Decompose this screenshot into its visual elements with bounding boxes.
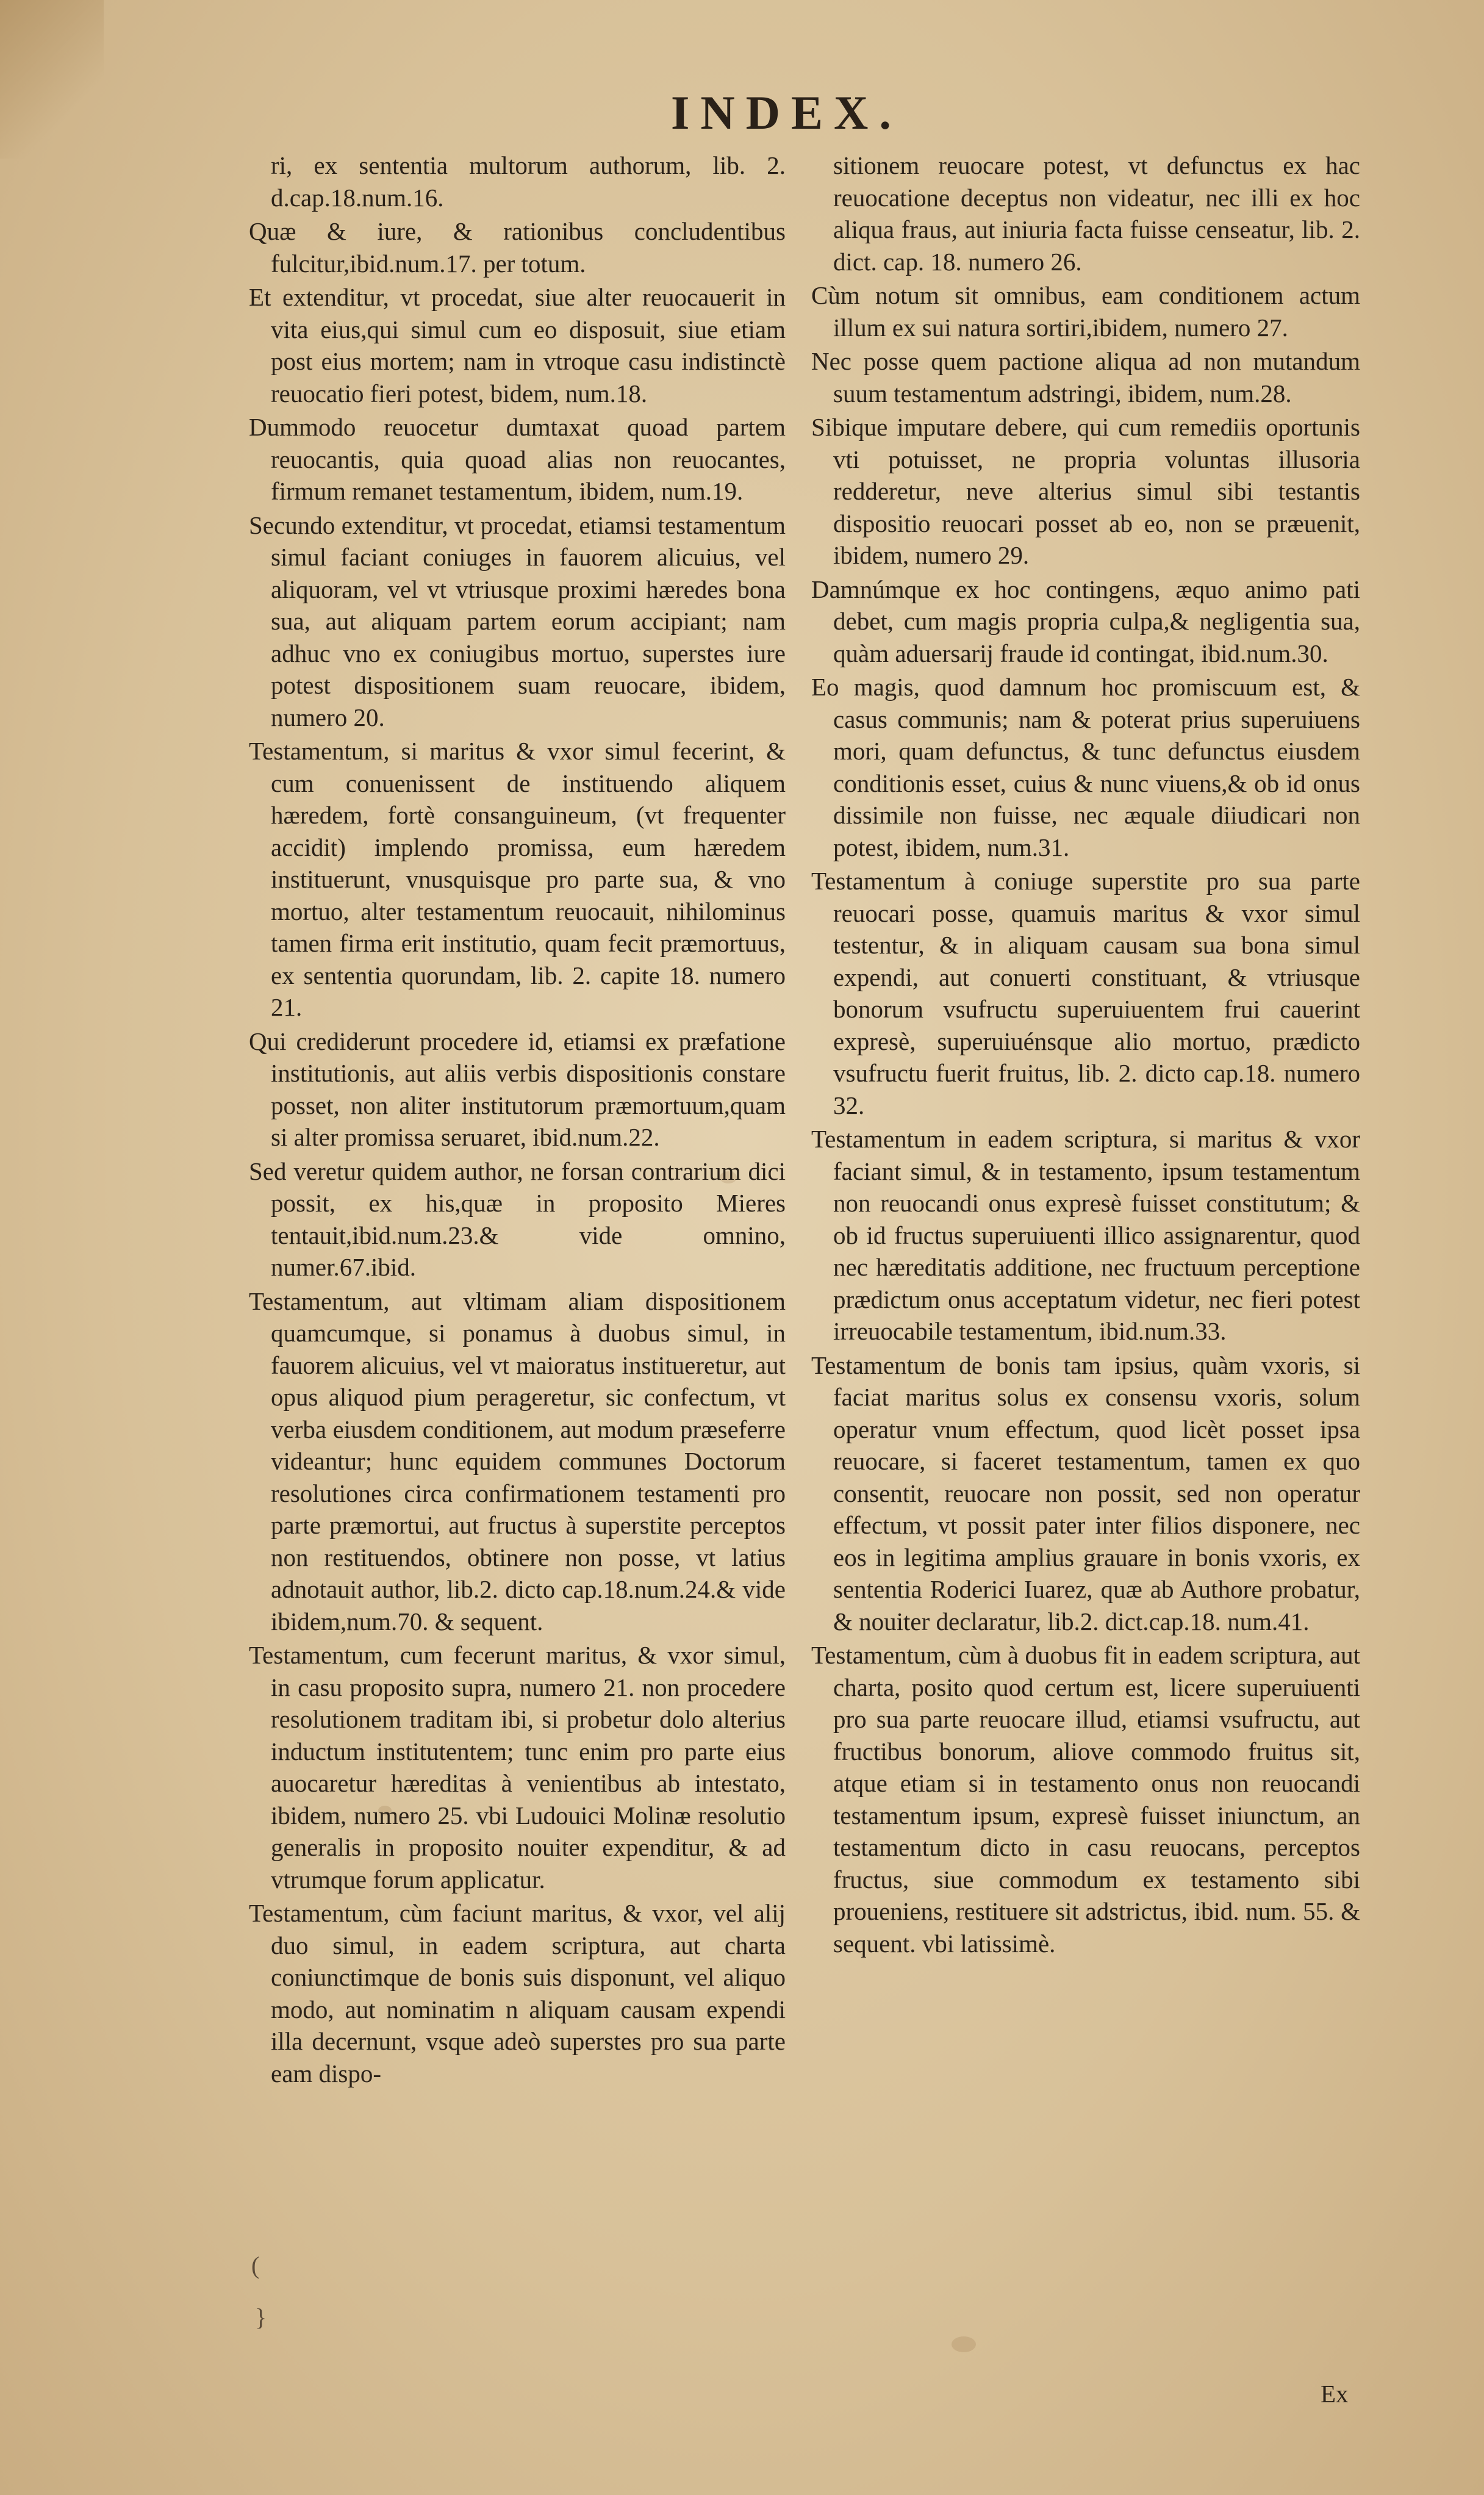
index-entry: Testamentum, aut vltimam aliam dispositionem quamcumque, si ponamus à duobus simul, in fauorem alicuius, vel vt maioratus institueretur, aut opus aliquod pium perageretur, sic confectum, vt verba eiusdem conditionem, aut modum præseferre videantur; hunc equidem communes Doctorum resolutiones circa confirmationem testamenti pro parte præmortui, aut fructus à superstite perceptos non restituendos, obtinere non posse, vt latius adnotauit author, lib.2. dicto cap.18.num.24.& vide ibidem,num.70. & sequent. xyxy=(249,1287,786,1635)
index-entry: Nec posse quem pactione aliqua ad non mutandum suum testamentum adstringi, ibidem, num.28. xyxy=(811,347,1360,407)
index-entry: Sed veretur quidem author, ne forsan contrarium dici possit, ex his,quæ in proposito Mieres tentauit,ibid.num.23.& vide omnino, numer.67.ibid. xyxy=(249,1157,786,1281)
index-entry: Testamentum in eadem scriptura, si maritus & vxor faciant simul, & in testamento, ipsum testamentum non reuocandi onus expresè fuisset constitutum; & ob id fructus superuiuenti illico assignarentur, quod nec hæreditatis additione, nec fructuum perceptione prædictum onus acceptatum videtur, nec fieri potest irreuocabile testamentum, ibid.num.33. xyxy=(811,1125,1360,1345)
margin-mark: ( xyxy=(251,2252,260,2279)
index-entry: Testamentum de bonis tam ipsius, quàm vxoris, si faciat maritus solus ex consensu vxoris, solum operatur vnum effectum, quod licèt posset ipsa reuocare, si faceret testamentum, tamen ex quo consentit, reuocare non possit, sed non operatur effectum, vt possit pater inter filios disponere, nec eos in legitima amplius grauare in bonis vxoris, ex sententia Roderici Iuarez, quæ ab Authore probatur, & nouiter declaratur, lib.2. dict.cap.18. num.41. xyxy=(811,1351,1360,1635)
page-tear-corner xyxy=(0,0,104,159)
index-entry: Quæ & iure, & rationibus concludentibus fulcitur,ibid.num.17. per totum. xyxy=(249,217,786,278)
index-entry: Secundo extenditur, vt procedat, etiamsi testamentum simul faciant coniuges in fauorem alicuius, vel aliquoram, vel vt vtriusque proximi hæredes bona sua, aut aliquam partem eorum accipiant; nam adhuc vno ex coniugibus mortuo, superstes iure potest dispositionem suam reuocare, ibidem, numero 20. xyxy=(249,511,786,731)
right-column xyxy=(811,149,1360,1961)
index-entry: ri, ex sententia multorum authorum, lib. 2. d.cap.18.num.16. xyxy=(271,151,786,212)
index-entry: Dummodo reuocetur dumtaxat quoad partem reuocantis, quia quoad alias non reuocantes, firmum remanet testamentum, ibidem, num.19. xyxy=(249,413,786,505)
catchword: Ex xyxy=(1321,2380,1349,2408)
index-entry: Cùm notum sit omnibus, eam conditionem actum illum ex sui natura sortiri,ibidem, numero 27. xyxy=(811,281,1360,342)
index-entry: Testamentum, cum fecerunt maritus, & vxor simul, in casu proposito supra, numero 21. non procedere resolutionem traditam ibi, si probetur dolo alterius inductum institutentem; tunc enim pro parte eius auocaretur hæreditas à venientibus ab intestato, ibidem, numero 25. vbi Ludouici Molinæ resolutio generalis in proposito nouiter expenditur, & ad vtrumque forum applicatur. xyxy=(249,1641,786,1894)
index-entry: sitionem reuocare potest, vt defunctus ex hac reuocatione deceptus non videatur, nec illi ex hoc aliqua fraus, aut iniuria facta fuisse censeatur, lib. 2. dict. cap. 18. numero 26. xyxy=(833,151,1360,276)
index-entry: Testamentum, si maritus & vxor simul fecerint, & cum conuenissent de instituendo aliquem hæredem, fortè consanguineum, (vt frequenter accidit) implendo promissa, eum hæredem instituerunt, vnusquisque pro parte sua, & vno mortuo, alter testamentum reuocauit, nihilominus tamen firma erit institutio, quam fecit præmortuus, ex sententia quorundam, lib. 2. capite 18. numero 21. xyxy=(249,737,786,1021)
index-entry: Qui crediderunt procedere id, etiamsi ex præfatione institutionis, aut aliis verbis dispositionis constare posset, non aliter institutorum præmortuum,quam si alter promissa seruaret, ibid.num.22. xyxy=(249,1027,786,1151)
index-entry: Et extenditur, vt procedat, siue alter reuocauerit in vita eius,qui simul cum eo disposuit, siue etiam post eius mortem; nam in vtroque casu indistinctè reuocatio fieri potest, bidem, num.18. xyxy=(249,283,786,407)
index-entry: Sibique imputare debere, qui cum remediis oportunis vti potuisset, ne propria voluntas illusoria redderetur, neve alterius simul sibi testantis dispositio reuocari posset ab eo, non se præuenit, ibidem, numero 29. xyxy=(811,413,1360,569)
index-entry: Testamentum à coniuge superstite pro sua parte reuocari posse, quamuis maritus & vxor simul testentur, & in aliquam causam sua bona simul expendi, aut conuerti constituant, & vtriusque bonorum vsufructu superuiuentem frui cauerint expresè, superuiuénsque alio mortuo, prædicto vsufructu fuerit fruitus, lib. 2. dicto cap.18. numero 32. xyxy=(811,867,1360,1119)
foxing-spot xyxy=(952,2336,976,2352)
page-header-title: INDEX. xyxy=(671,86,902,139)
index-entry: Testamentum, cùm faciunt maritus, & vxor, vel alij duo simul, in eadem scriptura, aut charta coniunctimque de bonis suis disponunt, vel aliquo modo, aut nominatim n aliquam causam expendi illa decernunt, vsque adeò superstes pro sua parte eam dispo- xyxy=(249,1899,786,2088)
left-column xyxy=(249,149,786,2091)
index-entry: Damnúmque ex hoc contingens, æquo animo pati debet, cum magis propria culpa,& negligentia sua, quàm aduersarij fraude id contingat, ibid.num.30. xyxy=(811,575,1360,667)
margin-mark: } xyxy=(255,2303,267,2331)
index-entry: Eo magis, quod damnum hoc promiscuum est, & casus communis; nam & poterat prius superuiuens mori, quam defunctus, & tunc defunctus eiusdem conditionis esset, cuius & nunc viuens,& ob id onus dissimile non fuisse, nec æquale diiudicari non potest, ibidem, num.31. xyxy=(811,673,1360,861)
index-entry: Testamentum, cùm à duobus fit in eadem scriptura, aut charta, posito quod certum est, licere superuiuenti pro sua parte reuocare illud, etiamsi vsufructu, aut fructibus bonorum, aliove commodo fruitus sit, atque etiam si in testamento onus non reuocandi testamentum ipsum, expresè fuisset iniunctum, an testamentum dicto in casu reuocans, perceptos fructus, siue commodum ex testamento sibi proueniens, restituere sit adstrictus, ibid. num. 55. & sequent. vbi latissimè. xyxy=(811,1641,1360,1958)
